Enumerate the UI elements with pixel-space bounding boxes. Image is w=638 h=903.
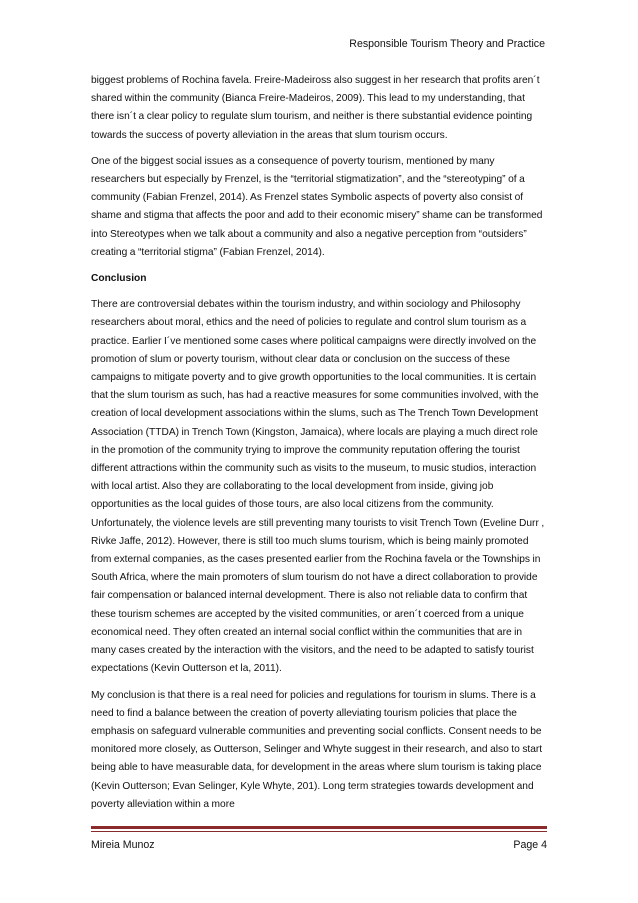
paragraph-1: biggest problems of Rochina favela. Freire-Madeiross also suggest in her research that profits aren´t shared within the community (Bianca Freire-Madeiros, 2009). This lead to my understanding, that there isn´t a clear policy to regulate slum tourism, and neither is there substantial evidence pointing towards the success of poverty alleviation in the areas that slum tourism occurs. bbox=[91, 75, 540, 141]
paragraph-3: There are controversial debates within the tourism industry, and within sociology and Philosophy researchers about moral, ethics and the need of policies to regulate and control slum tourism as a practice. Earlier I´ve mentioned some cases where political campaigns were directly involved on the promotion of slum or poverty tourism, without clear data or conclusion on the success of these campaigns to mitigate poverty and to give growth opportunities to the local communities. It is certain that the slum tourism as such, has had a reactive measures for some communities involved, with the creation of local development associations within the slums, such as The Trench Town Development Association (TTDA) in Trench Town (Kingston, Jamaica), where locals are playing a much direct role in the promotion of the community trying to improve the community reputation offering the tourist different attractions within the community such as visits to the museum, to music studios, interaction with local artist. Also they are collaborating to the local development from inside, giving job opportunities as the local guides of those tours, are also local citizens from the community. Unfortunately, the violence levels are still preventing many tourists to visit Trench Town (Eveline Durr , Rivke Jaffe, 2012). However, there is still too much slums tourism, which is being mainly promoted from external companies, as the cases presented earlier from the Rochina favela or the Townships in South Africa, where the main promoters of slum tourism do not have a direct collaboration to provide fair compensation or balanced internal development. There is also not reliable data to confirm that these tourism schemes are accepted by the visited communities, or aren´t coerced from a unique economical need. They often created an internal social conflict within the communities that are in many cases created by the interaction with the visitors, and the need to be adapted to satisfy tourist expectations (Kevin Outterson et la, 2011). bbox=[91, 299, 545, 675]
footer-rule-thin bbox=[91, 831, 547, 832]
paragraph-2: One of the biggest social issues as a consequence of poverty tourism, mentioned by many researchers but especially by Frenzel, is the “territorial stigmatization”, and the “stereotyping” of a community (Fabian Frenzel, 2014). As Frenzel states Symbolic aspects of poverty also consist of shame and stigma that affects the poor and add to their economic misery” shame can be transformed into Stereotypes when we talk about a community and also a negative perception from “outsiders” creating a “territorial stigma” (Fabian Frenzel, 2014). bbox=[91, 155, 543, 258]
paragraph-4: My conclusion is that there is a real need for policies and regulations for tourism in slums. There is a need to find a balance between the creation of poverty alleviating tourism policies that place the emphasis on safeguard vulnerable communities and preventing social conflicts. Consent needs to be monitored more closely, as Outterson, Selinger and Whyte suggest in their research, and also to start being able to have measurable data, for development in the areas where slum tourism is taking place (Kevin Outterson; Evan Selinger, Kyle Whyte, 201). Long term strategies towards development and poverty alleviation within a more bbox=[91, 689, 543, 810]
page-body bbox=[91, 72, 546, 822]
page-number: Page 4 bbox=[513, 839, 547, 851]
footer-rule-thick bbox=[91, 826, 547, 829]
footer-author: Mireia Munoz bbox=[91, 839, 155, 851]
section-heading: Conclusion bbox=[91, 273, 147, 285]
running-header: Responsible Tourism Theory and Practice bbox=[349, 38, 545, 50]
